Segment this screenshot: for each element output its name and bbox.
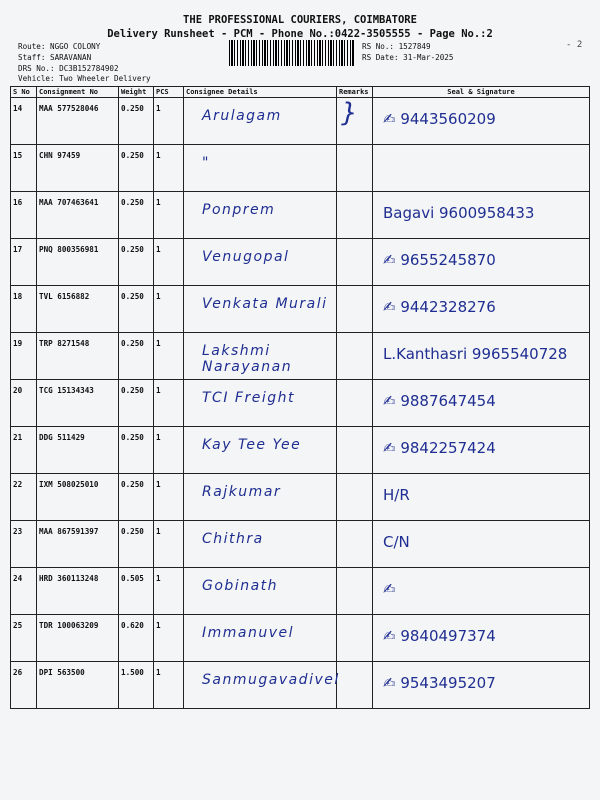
row-pcs: 1 <box>154 662 184 709</box>
row-weight: 0.250 <box>119 145 154 192</box>
table-row <box>11 380 590 427</box>
col-weight: Weight <box>119 87 154 98</box>
table-row <box>11 662 590 709</box>
row-signature: Bagavi 9600958433 <box>373 192 590 239</box>
row-consignee: Ponprem <box>184 192 337 239</box>
row-remarks <box>337 380 373 427</box>
row-consignee: Gobinath <box>184 568 337 615</box>
row-pcs: 1 <box>154 98 184 145</box>
table-row <box>11 239 590 286</box>
row-consignee: " <box>184 145 337 192</box>
table-row <box>11 98 590 145</box>
col-remarks: Remarks <box>337 87 373 98</box>
row-sno: 22 <box>11 474 37 521</box>
row-weight: 0.505 <box>119 568 154 615</box>
row-consignee: Sanmugavadivel <box>184 662 337 709</box>
row-consignment-no: DDG 511429 <box>37 427 119 474</box>
table-row <box>11 427 590 474</box>
row-sno: 21 <box>11 427 37 474</box>
col-signature: Seal & Signature <box>373 87 590 98</box>
row-consignment-no: HRD 360113248 <box>37 568 119 615</box>
table-row <box>11 568 590 615</box>
table-row <box>11 145 590 192</box>
row-consignment-no: TVL 6156882 <box>37 286 119 333</box>
row-sno: 24 <box>11 568 37 615</box>
row-signature <box>373 145 590 192</box>
row-consignee: Lakshmi Narayanan <box>184 333 337 380</box>
col-pcs: PCS <box>154 87 184 98</box>
row-pcs: 1 <box>154 615 184 662</box>
row-weight: 0.250 <box>119 474 154 521</box>
row-consignee: Venugopal <box>184 239 337 286</box>
row-remarks <box>337 286 373 333</box>
row-signature: L.Kanthasri 9965540728 <box>373 333 590 380</box>
col-consignment: Consignment No <box>37 87 119 98</box>
row-consignment-no: TRP 8271548 <box>37 333 119 380</box>
row-pcs: 1 <box>154 380 184 427</box>
runsheet-subtitle: Delivery Runsheet - PCM - Phone No.:0422-3505555 - Page No.:2 <box>107 28 493 40</box>
row-signature: ✍ 9887647454 <box>373 380 590 427</box>
row-weight: 0.250 <box>119 333 154 380</box>
table-header-row <box>11 87 590 98</box>
row-consignee: Rajkumar <box>184 474 337 521</box>
row-sno: 14 <box>11 98 37 145</box>
barcode <box>229 40 354 66</box>
route-label: Route: NGGO COLONY <box>18 42 101 51</box>
row-weight: 0.250 <box>119 380 154 427</box>
table-row <box>11 192 590 239</box>
row-weight: 0.250 <box>119 98 154 145</box>
edge-mark: - 2 <box>566 40 583 50</box>
row-pcs: 1 <box>154 239 184 286</box>
row-remarks <box>337 568 373 615</box>
staff-label: Staff: SARAVANAN <box>18 53 92 62</box>
rs-date-label: RS Date: 31-Mar-2025 <box>362 53 454 62</box>
row-signature: ✍ 9543495207 <box>373 662 590 709</box>
table-row <box>11 474 590 521</box>
row-sno: 16 <box>11 192 37 239</box>
row-sno: 15 <box>11 145 37 192</box>
row-weight: 0.250 <box>119 192 154 239</box>
col-sno: S No <box>11 87 37 98</box>
row-consignee: Venkata Murali <box>184 286 337 333</box>
row-signature: ✍ 9443560209 <box>373 98 590 145</box>
row-sno: 23 <box>11 521 37 568</box>
table-row <box>11 333 590 380</box>
row-signature: ✍ 9442328276 <box>373 286 590 333</box>
row-sno: 25 <box>11 615 37 662</box>
rs-no-label: RS No.: 1527849 <box>362 42 431 51</box>
drs-label: DRS No.: DC3B152784902 <box>18 64 119 73</box>
row-remarks <box>337 239 373 286</box>
row-pcs: 1 <box>154 333 184 380</box>
row-pcs: 1 <box>154 192 184 239</box>
row-remarks <box>337 521 373 568</box>
row-weight: 1.500 <box>119 662 154 709</box>
row-remarks <box>337 145 373 192</box>
row-pcs: 1 <box>154 286 184 333</box>
col-consignee: Consignee Details <box>184 87 337 98</box>
row-sno: 20 <box>11 380 37 427</box>
row-sno: 18 <box>11 286 37 333</box>
table-row <box>11 521 590 568</box>
row-consignee: Chithra <box>184 521 337 568</box>
row-signature: ✍ 9842257424 <box>373 427 590 474</box>
row-consignment-no: CHN 97459 <box>37 145 119 192</box>
row-pcs: 1 <box>154 145 184 192</box>
row-signature: H/R <box>373 474 590 521</box>
row-weight: 0.250 <box>119 286 154 333</box>
row-consignee: Kay Tee Yee <box>184 427 337 474</box>
row-consignee: Immanuvel <box>184 615 337 662</box>
row-weight: 0.620 <box>119 615 154 662</box>
row-weight: 0.250 <box>119 427 154 474</box>
row-consignment-no: TCG 15134343 <box>37 380 119 427</box>
row-signature: ✍ 9655245870 <box>373 239 590 286</box>
row-remarks <box>337 474 373 521</box>
runsheet-table <box>10 86 590 709</box>
row-remarks <box>337 333 373 380</box>
row-consignment-no: TDR 100063209 <box>37 615 119 662</box>
row-consignment-no: IXM 508025010 <box>37 474 119 521</box>
row-consignment-no: PNQ 800356981 <box>37 239 119 286</box>
row-remarks <box>337 662 373 709</box>
row-consignee: TCI Freight <box>184 380 337 427</box>
row-pcs: 1 <box>154 521 184 568</box>
row-remarks <box>337 192 373 239</box>
row-consignment-no: MAA 867591397 <box>37 521 119 568</box>
row-consignment-no: DPI 563500 <box>37 662 119 709</box>
row-consignee: Arulagam <box>184 98 337 145</box>
row-pcs: 1 <box>154 427 184 474</box>
row-remarks <box>337 615 373 662</box>
row-pcs: 1 <box>154 568 184 615</box>
row-remarks: } <box>337 98 373 145</box>
row-pcs: 1 <box>154 474 184 521</box>
row-signature: ✍ <box>373 568 590 615</box>
row-signature: C/N <box>373 521 590 568</box>
row-weight: 0.250 <box>119 239 154 286</box>
row-consignment-no: MAA 577528046 <box>37 98 119 145</box>
row-sno: 17 <box>11 239 37 286</box>
row-weight: 0.250 <box>119 521 154 568</box>
company-title: THE PROFESSIONAL COURIERS, COIMBATORE <box>183 14 417 26</box>
vehicle-label: Vehicle: Two Wheeler Delivery <box>18 74 151 83</box>
row-consignment-no: MAA 707463641 <box>37 192 119 239</box>
row-sno: 19 <box>11 333 37 380</box>
row-sno: 26 <box>11 662 37 709</box>
row-remarks <box>337 427 373 474</box>
table-row <box>11 286 590 333</box>
table-row <box>11 615 590 662</box>
row-signature: ✍ 9840497374 <box>373 615 590 662</box>
